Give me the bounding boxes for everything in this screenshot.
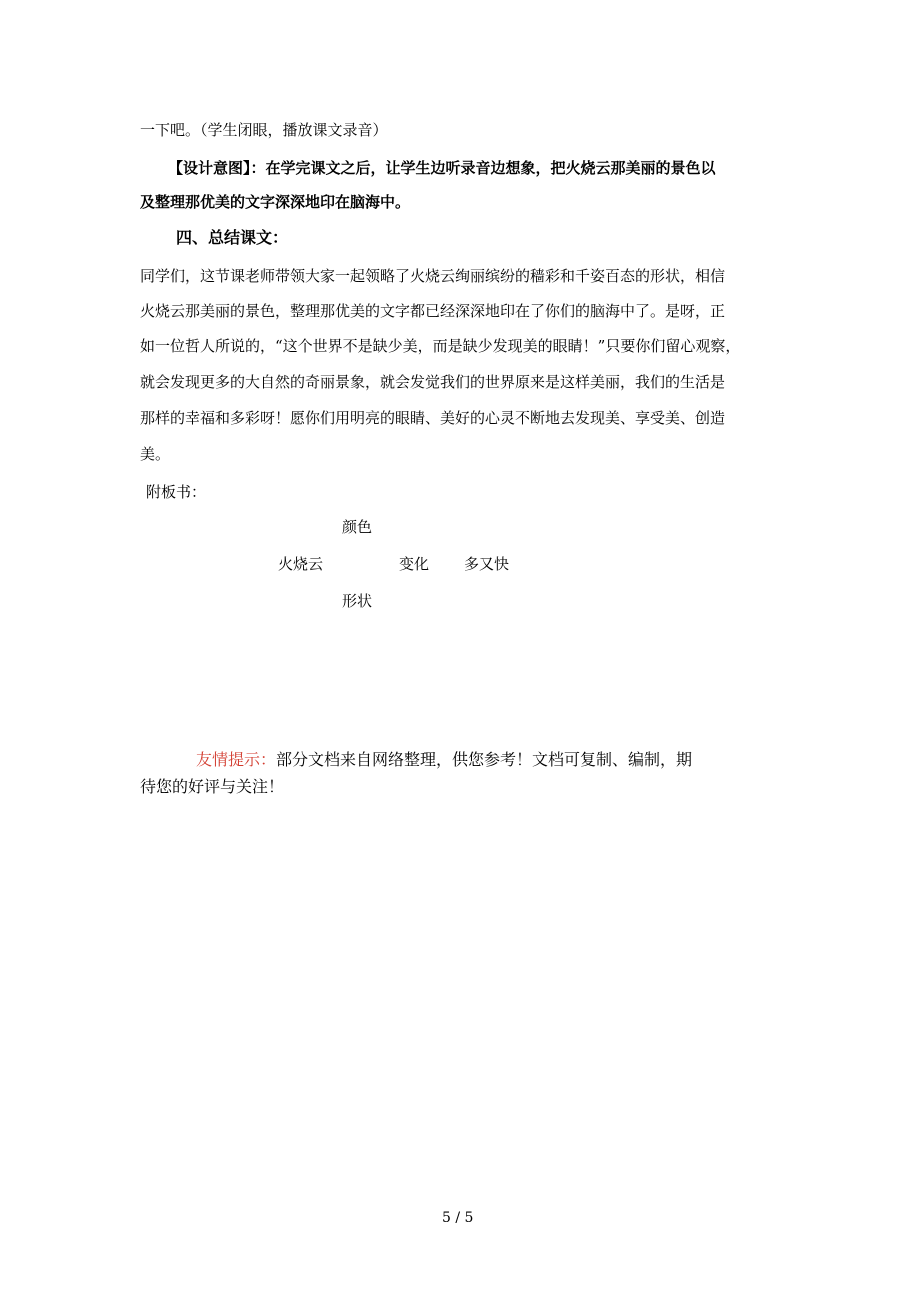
summary-line: 如一位哲人所说的，“这个世界不是缺少美，而是缺少发现美的眼睛！”只要你们留心观察， bbox=[140, 337, 741, 355]
design-intent-text-1: ：在学完课文之后，让学生边听录音边想象，把火烧云那美丽的景色以 bbox=[250, 159, 716, 177]
board-topic: 火烧云 bbox=[278, 555, 324, 573]
board-shape: 形状 bbox=[342, 592, 373, 610]
summary-line: 就会发现更多的大自然的奇丽景象，就会发觉我们的世界原来是这样美丽，我们的生活是 bbox=[140, 373, 726, 391]
summary-line: 火烧云那美丽的景色，整理那优美的文字都已经深深地印在了你们的脑海中了。是呀，正 bbox=[140, 302, 726, 320]
design-intent-line-1 bbox=[168, 158, 716, 178]
board-change: 变化 bbox=[399, 555, 430, 573]
board-color: 颜色 bbox=[342, 518, 373, 536]
tip-line-2: 待您的好评与关注！ bbox=[140, 777, 285, 796]
board-many-fast: 多又快 bbox=[464, 555, 510, 573]
summary-line: 同学们，这节课老师带领大家一起领略了火烧云绚丽缤纷的穑彩和千姿百态的形状，相信 bbox=[140, 267, 726, 285]
design-intent-label: 【设计意图】 bbox=[168, 159, 251, 177]
design-intent-line-2: 及整理那优美的文字深深地印在脑海中。 bbox=[140, 193, 411, 211]
section-heading: 四、总结课文： bbox=[176, 228, 289, 247]
tip-line-1 bbox=[196, 750, 692, 770]
board-label: 附板书： bbox=[146, 483, 207, 501]
summary-line: 美。 bbox=[140, 445, 171, 463]
tip-label: 友情提示： bbox=[196, 750, 277, 769]
intro-line: 一下吧。（学生闭眼，播放课文录音） bbox=[140, 121, 388, 139]
page-number: 5 / 5 bbox=[442, 1210, 474, 1226]
tip-text-1: 部分文档来自网络整理，供您参考！文档可复制、编制，期 bbox=[276, 750, 693, 769]
summary-line: 那样的幸福和多彩呀！愿你们用明亮的眼睛、美好的心灵不断地去发现美、享受美、创造 bbox=[140, 409, 726, 427]
